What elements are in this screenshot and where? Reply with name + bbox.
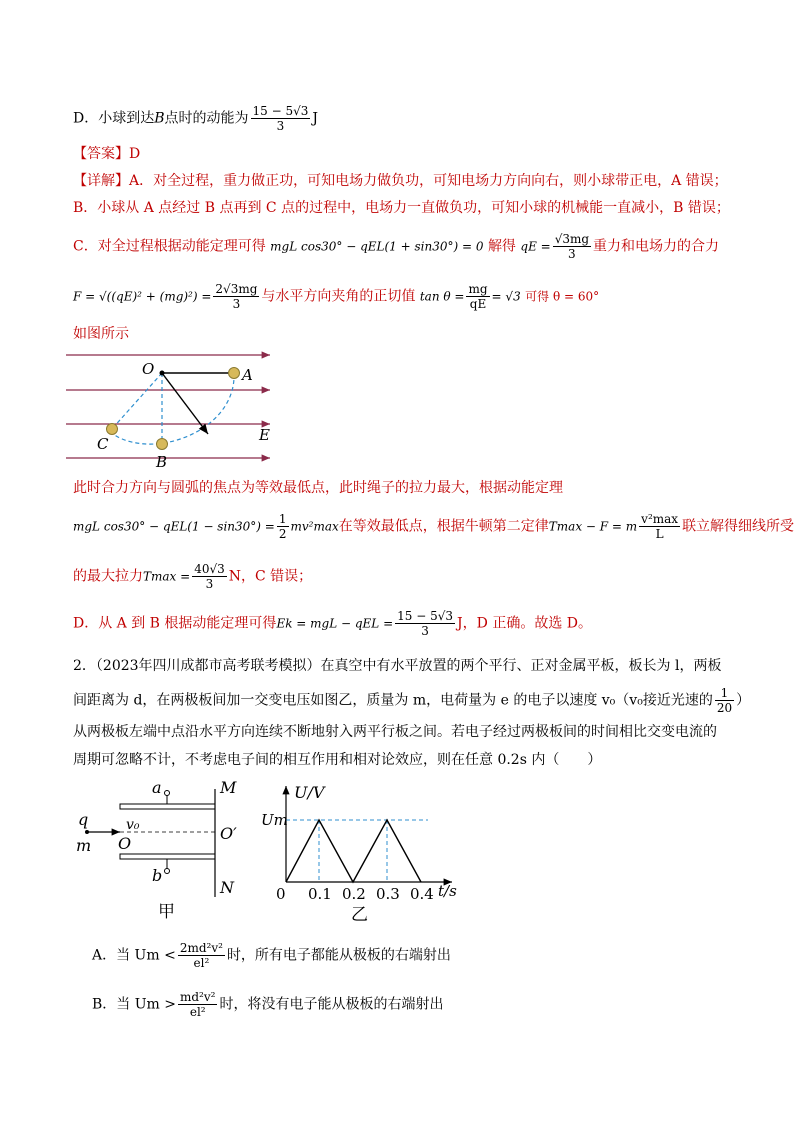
svg-text:v₀: v₀ xyxy=(126,817,140,833)
arc-path xyxy=(111,373,234,444)
fraction: $\frac{\text{md²v²}}{\text{el²}}$ xyxy=(180,990,216,1019)
caption-yi: 乙 xyxy=(351,905,368,924)
fraction: $\frac{1}{2}$ xyxy=(278,512,287,541)
svg-text:0.4: 0.4 xyxy=(410,885,434,903)
detail-c4-line: mgL cos30° − qEL(1 − sin30°) = $\frac{1}{2}$ mv²max在等效最低点，根据牛顿第二定律Tmax − F = m $\frac{\text{v²max}}{L}$ 联立解得细线所受 xyxy=(73,512,794,541)
q2-line4: 周期可忽略不计，不考虑电子间的相互作用和相对论效应，则在任意 0.2s 内（ ） xyxy=(73,752,602,768)
q2-option-b: B．当 Um > $\frac{\text{md²v²}}{\text{el²}}$ 时，将没有电子能从极板的右端射出 xyxy=(92,990,444,1019)
detail-b-line: B．小球从 A 点经过 B 点再到 C 点的过程中，电场力一直做负功，可知小球的机械能一直减小，B 错误； xyxy=(73,200,730,216)
svg-text:O: O xyxy=(118,834,132,853)
upper-plate xyxy=(120,804,215,809)
q2-line1: 2．（2023年四川成都市高考联考模拟）在真空中有水平放置的两个平行、正对金属平板，板长为 l，两板 xyxy=(73,658,722,674)
detail-a-line: 【详解】A．对全过程，重力做正功，可知电场力做负功，可知电场力方向向右，则小球带正电，A 错误； xyxy=(73,173,728,189)
svg-text:0.2: 0.2 xyxy=(342,885,366,903)
caption-jia: 甲 xyxy=(158,902,175,922)
fraction: $\frac{15 - 5√3}{3}$ xyxy=(397,609,454,638)
figure-jia xyxy=(72,777,252,922)
svg-text:Um: Um xyxy=(261,811,288,829)
svg-text:0.3: 0.3 xyxy=(376,885,400,903)
detail-c5-line: 的最大拉力Tmax = $\frac{40√3}{3}$ N，C 错误； xyxy=(73,562,313,591)
svg-text:U/V: U/V xyxy=(294,783,325,802)
fraction: $\frac{√3mg}{3}$ xyxy=(554,232,590,261)
detail-c1-line: C．对全过程根据动能定理可得 mgL cos30° − qEL(1 + sin30°) = 0 解得 qE = $\frac{√3mg}{3}$ 重力和电场力的合力 xyxy=(73,232,720,261)
q2-line3: 从两极板左端中点沿水平方向连续不断地射入两平行板之间。若电子经过两极板间的时间相比交变电流的 xyxy=(73,724,717,740)
fraction: $\frac{1}{20}$ xyxy=(716,686,733,715)
lower-plate xyxy=(120,854,215,859)
figure-yi xyxy=(256,782,466,924)
q2-option-a: A．当 Um < $\frac{\text{2md²v²}}{\text{el²}}$ 时，所有电子都能从极板的右端射出 xyxy=(92,941,451,970)
svg-text:O′: O′ xyxy=(220,824,237,843)
fraction: $\frac{mg}{qE}$ xyxy=(468,282,488,311)
svg-text:a: a xyxy=(152,778,162,797)
as-shown-line: 如图所示 xyxy=(73,326,129,342)
svg-text:m: m xyxy=(76,836,92,855)
svg-text:t/s: t/s xyxy=(438,882,457,900)
q2-line2: 间距离为 d，在两极板间加一交变电压如图乙，质量为 m，电荷量为 e 的电子以速度 v₀（v₀接近光速的 $\frac{1}{20}$ ） xyxy=(73,686,751,715)
svg-text:0.1: 0.1 xyxy=(308,885,332,903)
ball-a xyxy=(229,368,240,379)
answer-line: 【答案】D xyxy=(73,146,141,162)
detail-d-line: D．从 A 到 B 根据动能定理可得Ek = mgL − qEL = $\frac{15 - 5√3}{3}$ J，D 正确。故选 D。 xyxy=(73,609,592,638)
fraction: $\frac{\text{2md²v²}}{\text{el²}}$ xyxy=(179,941,223,970)
dashed-guides xyxy=(286,820,428,882)
field-diagram xyxy=(66,348,276,470)
label-b: B xyxy=(156,453,168,470)
fraction: $\frac{40√3}{3}$ xyxy=(194,562,225,591)
label-c: C xyxy=(97,435,109,453)
fraction: $\frac{2√3mg}{3}$ xyxy=(215,282,258,311)
ball-b xyxy=(157,439,168,450)
fraction: $\frac{\text{v²max}}{L}$ xyxy=(641,512,679,541)
svg-text:N: N xyxy=(220,878,234,897)
resultant-force xyxy=(162,373,208,434)
svg-text:0: 0 xyxy=(276,885,286,903)
detail-c3-line: 此时合力方向与圆弧的焦点为等效最低点，此时绳子的拉力最大，根据动能定理 xyxy=(73,480,563,496)
svg-text:M: M xyxy=(220,778,237,797)
label-e: E xyxy=(259,426,270,444)
voltage-wave xyxy=(286,820,421,882)
svg-text:b: b xyxy=(152,866,163,885)
fraction: $\frac{15 - 5√3}{3}$ xyxy=(252,104,309,133)
ball-c xyxy=(107,424,118,435)
option-d-line: D．小球到达B点时的动能为 $\frac{15 - 5√3}{3}$ J xyxy=(73,104,319,133)
label-o: O xyxy=(142,360,155,378)
rope-oc xyxy=(111,373,162,430)
svg-text:q: q xyxy=(78,810,89,829)
label-a: A xyxy=(242,366,253,384)
detail-c2-line: F = √((qE)² + (mg)²) = $\frac{2√3mg}{3}$ 与水平方向夹角的正切值 tan θ = $\frac{mg}{qE}$ = √3 可得 θ = 60° xyxy=(73,282,600,311)
